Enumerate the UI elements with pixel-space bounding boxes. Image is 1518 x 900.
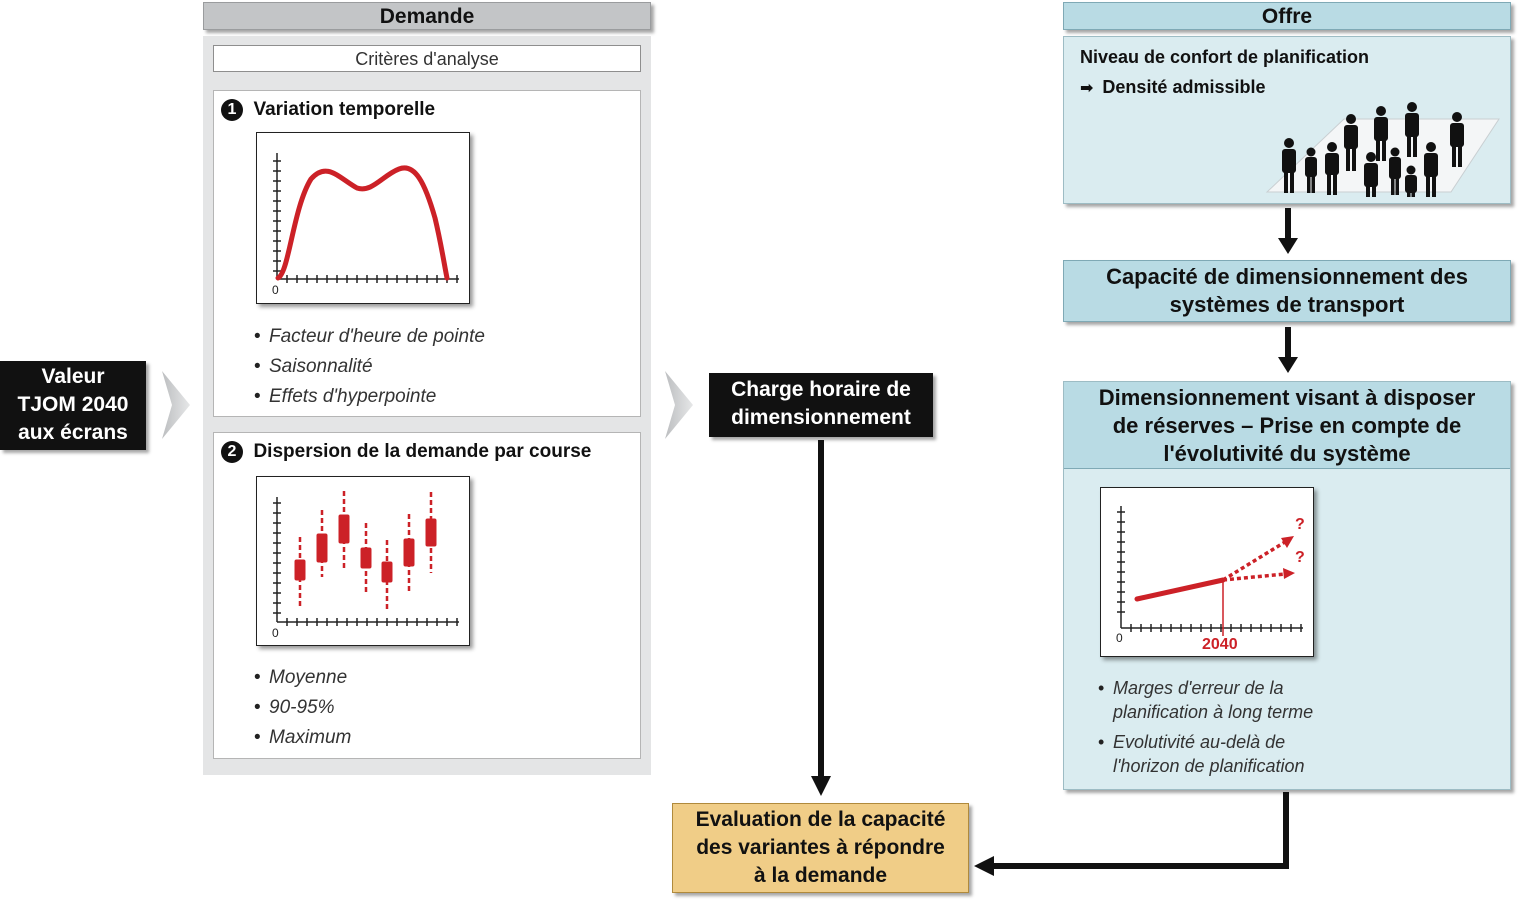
bullet-item: • Moyenne bbox=[254, 663, 351, 693]
bullet-line: • Marges d'erreur de la bbox=[1113, 678, 1284, 698]
reserve-line3: l'évolutivité du système bbox=[1163, 441, 1411, 466]
bullet-item: • Facteur d'heure de pointe bbox=[254, 322, 485, 352]
box-7 bbox=[426, 492, 436, 573]
section2-bullets bbox=[254, 663, 351, 753]
reserve-line2: de réserves – Prise en compte de bbox=[1112, 413, 1462, 438]
charge-line1: Charge horaire de bbox=[731, 378, 911, 401]
y-axis bbox=[1117, 506, 1125, 628]
charge-line2: dimensionnement bbox=[731, 406, 911, 429]
demande-header bbox=[203, 2, 651, 30]
comfort-sub: Densité admissible bbox=[1102, 77, 1266, 97]
question-mark-lower: ? bbox=[1295, 549, 1305, 566]
y-axis bbox=[273, 497, 281, 622]
x-axis bbox=[277, 275, 459, 283]
section2-title: Dispersion de la demande par course bbox=[253, 441, 592, 462]
chart2-zero: 0 bbox=[272, 626, 279, 640]
arrow-down-icon bbox=[808, 440, 834, 798]
section1-bullets bbox=[254, 322, 485, 412]
bullet-line: • Evolutivité au-delà de bbox=[1113, 732, 1286, 752]
section1-heading bbox=[221, 99, 435, 121]
bullet-item: • Effets d'hyperpointe bbox=[254, 382, 485, 412]
x-axis bbox=[277, 618, 459, 626]
charge-horaire-box bbox=[709, 373, 933, 437]
demand-curve bbox=[278, 168, 447, 278]
capacity-line1: Capacité de dimensionnement des bbox=[1106, 264, 1468, 289]
question-mark-upper: ? bbox=[1295, 516, 1305, 533]
arrow-left-icon bbox=[972, 792, 1292, 882]
chart3-zero: 0 bbox=[1116, 631, 1123, 645]
tjom-line2: TJOM 2040 bbox=[17, 393, 129, 416]
reserve-title-box bbox=[1064, 382, 1510, 469]
comfort-sub-row bbox=[1080, 77, 1266, 98]
dispersion-chart bbox=[256, 476, 470, 646]
arrow-right-icon: ➡ bbox=[1080, 80, 1094, 97]
bullet-item bbox=[1098, 730, 1313, 778]
number-badge-2: 2 bbox=[221, 441, 243, 463]
reserve-bullets bbox=[1098, 676, 1313, 778]
bullet-line: l'horizon de planification bbox=[1113, 756, 1305, 776]
offre-header bbox=[1063, 2, 1511, 30]
section1-title: Variation temporelle bbox=[253, 99, 436, 120]
bullet-item: • Saisonnalité bbox=[254, 352, 485, 382]
projection-upper bbox=[1223, 542, 1285, 580]
evaluation-line2: des variantes à répondre bbox=[696, 836, 945, 859]
box-4 bbox=[361, 523, 371, 595]
arrow-down-icon bbox=[1276, 208, 1300, 256]
evolution-chart bbox=[1100, 487, 1314, 657]
offre-header-label: Offre bbox=[1261, 5, 1313, 28]
projection-lower-head bbox=[1283, 568, 1295, 579]
capacity-box bbox=[1063, 260, 1511, 322]
chevron-arrow-icon bbox=[160, 371, 192, 439]
bullet-item: • 90-95% bbox=[254, 693, 351, 723]
criteria-label-box bbox=[213, 45, 641, 72]
box-5 bbox=[382, 540, 392, 610]
evaluation-line3: à la demande bbox=[753, 864, 888, 887]
box-6 bbox=[404, 514, 414, 592]
box-2 bbox=[317, 510, 327, 577]
box-3 bbox=[339, 491, 349, 570]
y-axis bbox=[273, 153, 281, 279]
year-label: 2040 bbox=[1202, 636, 1238, 653]
x-axis bbox=[1121, 624, 1303, 632]
dispersion-svg bbox=[257, 477, 471, 647]
section-dispersion bbox=[213, 432, 641, 759]
reserve-panel bbox=[1063, 381, 1511, 790]
temporal-variation-svg bbox=[257, 133, 471, 305]
bullet-item bbox=[1098, 676, 1313, 724]
demande-header-label: Demande bbox=[379, 5, 475, 28]
evaluation-box bbox=[672, 803, 969, 893]
tjom-input-box bbox=[0, 361, 146, 450]
criteria-label: Critères d'analyse bbox=[355, 49, 499, 69]
trend-line bbox=[1137, 580, 1223, 599]
people-crowd-icon bbox=[1259, 67, 1504, 197]
comfort-title: Niveau de confort de planification bbox=[1080, 47, 1370, 67]
number-badge-1: 1 bbox=[221, 99, 243, 121]
chevron-arrow-icon bbox=[663, 371, 695, 439]
box-1 bbox=[295, 537, 305, 607]
tjom-line3: aux écrans bbox=[18, 421, 128, 444]
comfort-panel bbox=[1063, 36, 1511, 204]
evaluation-line1: Evaluation de la capacité bbox=[695, 808, 946, 831]
capacity-line2: systèmes de transport bbox=[1169, 292, 1405, 317]
chart1-zero: 0 bbox=[272, 283, 279, 297]
section-variation-temporelle bbox=[213, 90, 641, 417]
arrow-down-icon bbox=[1276, 327, 1300, 375]
section2-heading bbox=[221, 441, 591, 463]
bullet-line: planification à long terme bbox=[1113, 702, 1314, 722]
evolution-svg bbox=[1101, 488, 1315, 658]
bullet-item: • Maximum bbox=[254, 723, 351, 753]
temporal-variation-chart bbox=[256, 132, 470, 304]
reserve-line1: Dimensionnement visant à disposer bbox=[1098, 385, 1476, 410]
tjom-line1: Valeur bbox=[41, 365, 105, 388]
